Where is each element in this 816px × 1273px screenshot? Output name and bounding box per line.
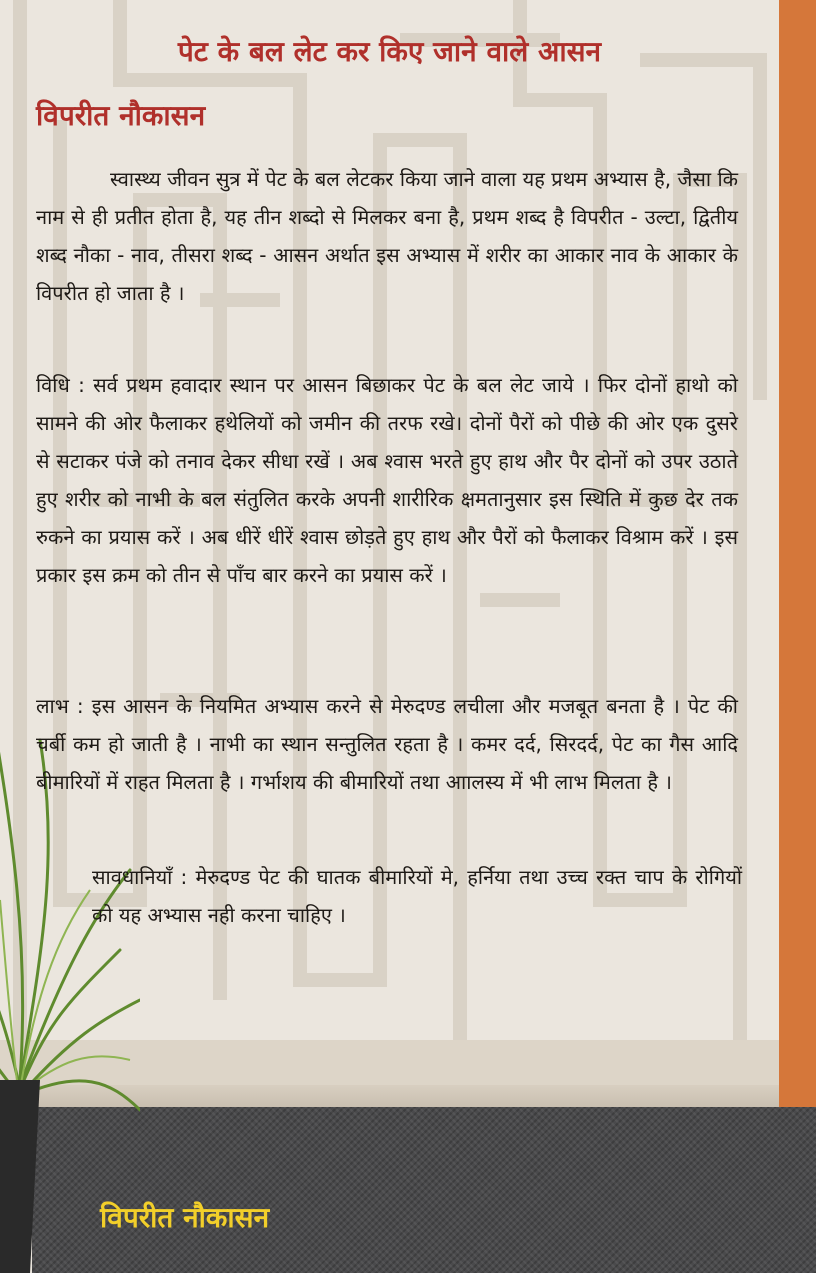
page-title: पेट के बल लेट कर किए जाने वाले आसन — [177, 35, 602, 68]
orange-side-stripe — [779, 0, 816, 1273]
intro-paragraph: स्वास्थ्य जीवन सुत्र में पेट के बल लेटकर किया जाने वाला यह प्रथम अभ्यास है, जैसा कि नाम से ही प्रतीत होता है, यह तीन शब्दो से मिलकर बना है, प्रथम शब्द है विपरीत - उल्टा, द्वितीय शब्द नौका - नाव, तीसरा शब्द - आसन अर्थात इस अभ्यास में शरीर का आकार नाव के आकार के विपरीत हो जाता है । — [36, 167, 738, 305]
asana-name-heading: विपरीत नौकासन — [36, 99, 206, 132]
benefits-paragraph: लाभ : इस आसन के नियमित अभ्यास करने से मेरुदण्ड लचीला और मजबूत बनता है । पेट की चर्बी कम हो जाती है । नाभी का स्थान सन्तुलित रहता है । कमर दर्द, सिरदर्द, पेट का गैस आदि बीमारियों में राहत मिलता है । गर्भाशय की बीमारियों तथा आालस्य में भी लाभ मिलता है । — [36, 694, 738, 794]
precautions-paragraph: सावधानियाँ : मेरुदण्ड पेट की घातक बीमारियों मे, हर्निया तथा उच्च रक्त चाप के रोगियों को यह अभ्यास नही करना चाहिए । — [92, 865, 742, 927]
method-paragraph: विधि : सर्व प्रथम हवादार स्थान पर आसन बिछाकर पेट के बल लेट जाये । फिर दोनों हाथो को सामने की ओर फैलाकर हथेलियों को जमीन की तरफ रखे। दोनों पैरों को पीछे की ओर एक दुसरे से सटाकर पंजे को तनाव देकर सीधा रखें । अब श्वास भरते हुए हाथ और पैर दोनों को उपर उठाते हुए शरीर को नाभी के बल संतुलित करके अपनी शारीरिक क्षमतानुसार इस स्थिति में कुछ देर तक रुकने का प्रयास करें । अब धीरें धीरें श्वास छोड़ते हुए हाथ और पैरों को फैलाकर विश्राम करें । इस प्रकार इस क्रम को तीन से पाँच बार करने का प्रयास करें । — [36, 373, 738, 587]
asana-caption: विपरीत नौकासन — [100, 1201, 270, 1234]
dark-rug — [32, 1107, 816, 1273]
